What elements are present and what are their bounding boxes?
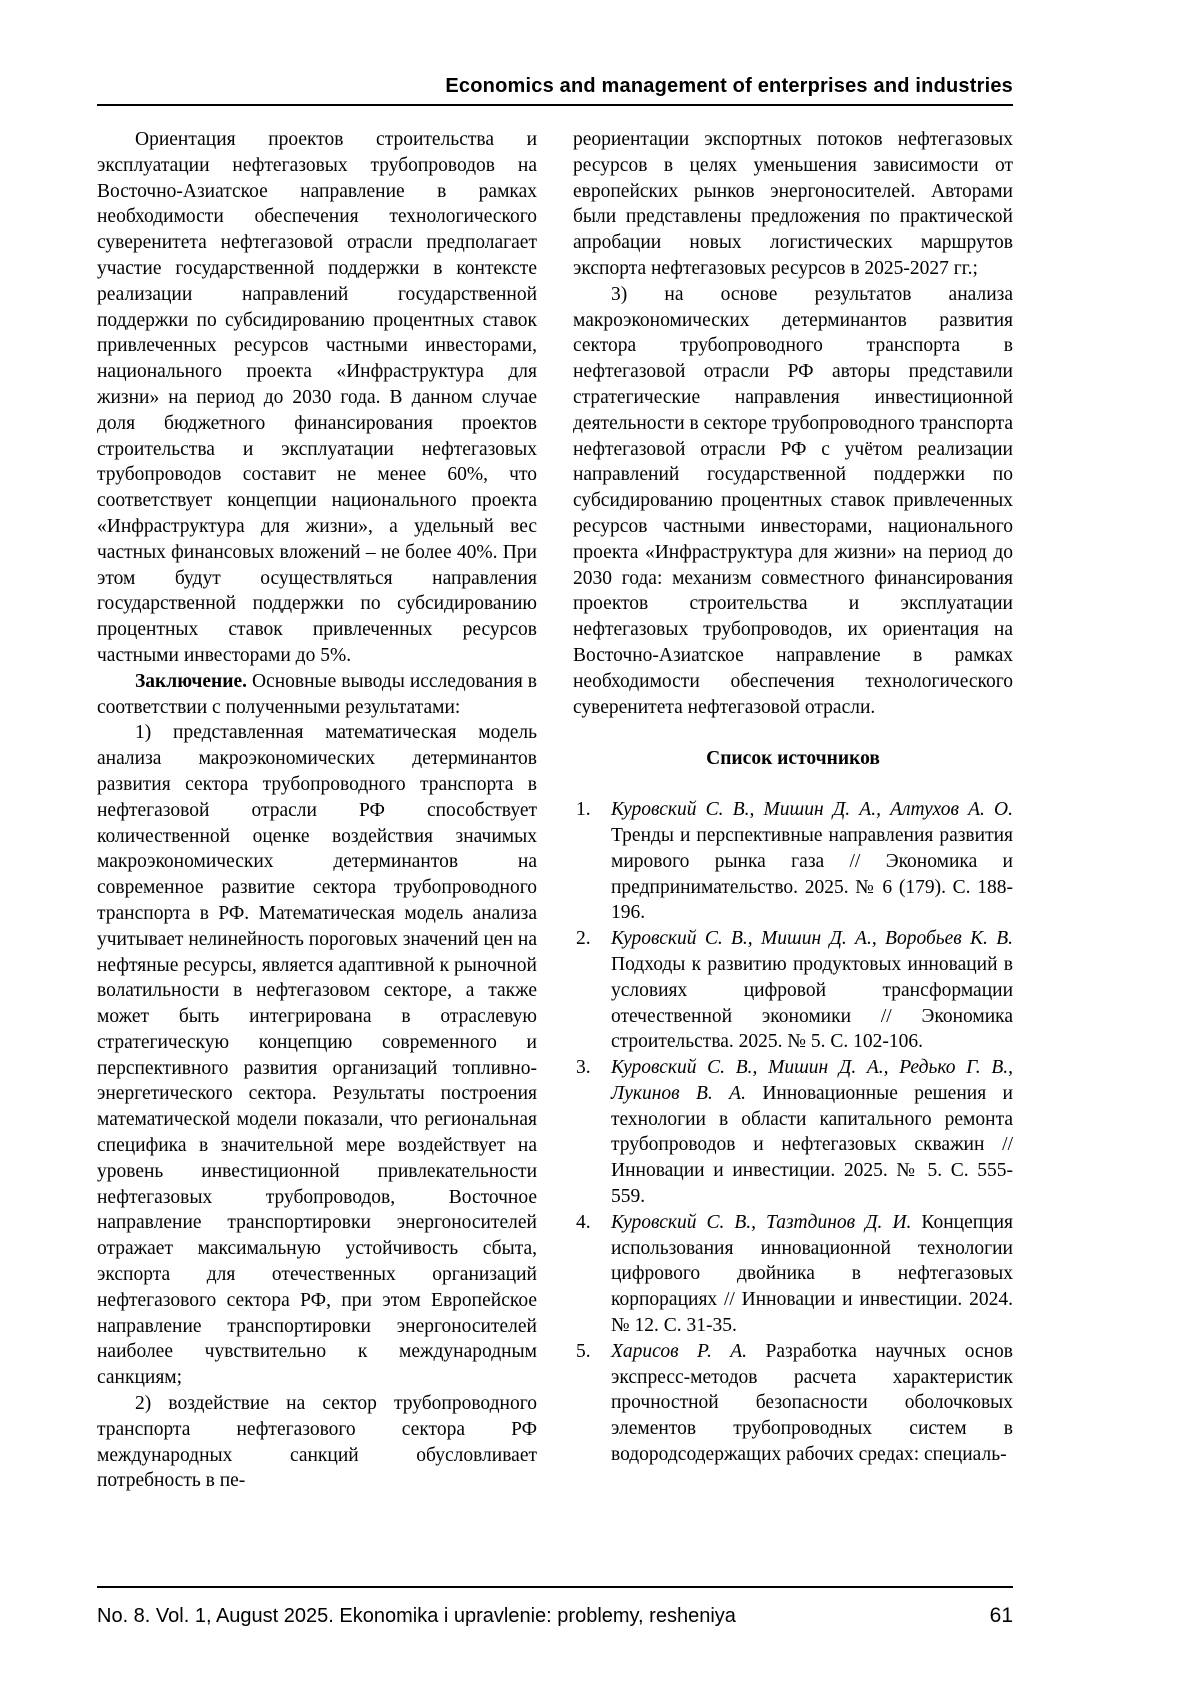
body-paragraph: Ориентация проектов строительства и эксплуатации нефтегазовых трубопроводов на Восточно-Азиатское направление в рамках необходимости обеспечения технологического суверенитета нефтегазовой отрасли предполагает участие государственной поддержки в контексте реализации направлений государственной поддержки по субсидированию процентных ставок привлеченных ресурсов частными инвесторами, национального проекта «Инфраструктура для жизни» на период до 2030 года. В данном случае доля бюджетного финансирования проектов строительства и эксплуатации нефтегазовых трубопроводов составит не менее 60%, что соответствует концепции национального проекта «Инфраструктура для жизни», а удельный вес частных финансовых вложений – не более 40%. При этом будут осуществляться направления государственной поддержки по субсидированию процентных ставок привлеченных ресурсов частными инвесторами до 5%. xyxy=(97,129,537,666)
reference-text: Тренды и перспективные направления развития мирового рынка газа // Экономика и предпринимательство. 2025. № 6 (179). С. 188-196. xyxy=(611,824,1013,924)
conclusion-inline-heading: Заключение. xyxy=(135,670,248,692)
left-column xyxy=(97,127,537,1494)
body-paragraph xyxy=(97,669,537,721)
reference-text: Концепция использования инновационной технологии цифрового двойника в нефтегазовых корпорациях // Инновации и инвестиции. 2024. № 12. С. 31-35. xyxy=(611,1211,1014,1337)
page-footer xyxy=(97,1586,1013,1628)
page-number: 61 xyxy=(989,1604,1013,1627)
page-header xyxy=(97,74,1013,106)
reference-authors: Куровский С. В., Мишин Д. А., Редько Г. В., Лукинов В. А. xyxy=(611,1057,1013,1104)
footer-row xyxy=(97,1604,1013,1628)
reference-item xyxy=(573,797,1013,926)
body-paragraph: 2) воздействие на сектор трубопроводного транспорта нефтегазового сектора РФ международных санкций обусловливает потребность в пе- xyxy=(97,1393,537,1492)
reference-item xyxy=(573,1210,1013,1339)
body-paragraph: реориентации экспортных потоков нефтегазовых ресурсов в целях уменьшения зависимости от европейских рынков энергоносителей. Авторами были представлены предложения по практической апробации новых логистических маршрутов экспорта нефтегазовых ресурсов в 2025-2027 гг.; xyxy=(573,129,1013,279)
reference-authors: Куровский С. В., Мишин Д. А., Воробьев К. В. xyxy=(611,928,1013,950)
reference-text: Инновационные решения и технологии в области капитального ремонта трубопроводов и нефтегазовых скважин // Инновации и инвестиции. 2025. № 5. С. 555-559. xyxy=(611,1082,1013,1208)
journal-issue-info: No. 8. Vol. 1, August 2025. Ekonomika i upravlenie: problemy, resheniya xyxy=(97,1605,736,1627)
right-column xyxy=(573,127,1013,1494)
paragraph-text: Основные выводы исследования в соответствии с полученными результатами: xyxy=(97,670,537,718)
reference-number: 3. xyxy=(576,1057,591,1079)
references-list xyxy=(573,797,1013,1468)
reference-text: Разработка научных основ экспресс-методов расчета характеристик прочностной безопасности оболочковых элементов трубопроводных систем в водородсодержащих рабочих средах: специаль- xyxy=(611,1340,1013,1466)
body-paragraph: 1) представленная математическая модель анализа макроэкономических детерминантов развития сектора трубопроводного транспорта в нефтегазовой отрасли РФ способствует количественной оценке воздействия значимых макроэкономических детерминантов на современное развитие сектора трубопроводного транспорта в РФ. Математическая модель анализа учитывает нелинейность пороговых значений цен на нефтяные ресурсы, является адаптивной к рыночной волатильности в нефтегазовом секторе, а также может быть интегрирована в отраслевую стратегическую концепцию современного и перспективного развития организаций топливно-энергетического сектора. Результаты построения математической модели показали, что региональная специфика в значительной мере воздействует на уровень инвестиционной привлекательности нефтегазовых трубопроводов, Восточное направление транспортировки энергоносителей отражает максимальную устойчивость сбыта, экспорта для отечественных организаций нефтегазового сектора РФ, при этом Европейское направление транспортировки энергоносителей наиболее чувствительно к международным санкциям; xyxy=(97,722,537,1389)
reference-authors: Куровский С. В., Мишин Д. А., Алтухов А. О. xyxy=(611,799,1013,821)
reference-item xyxy=(573,926,1013,1055)
footer-rule xyxy=(97,1586,1013,1588)
two-column-body xyxy=(97,127,1013,1494)
reference-text: Подходы к развитию продуктовых инноваций в условиях цифровой трансформации отечественной экономики // Экономика строительства. 2025. № 5. С. 102-106. xyxy=(611,953,1013,1053)
reference-authors: Куровский С. В., Тазтдинов Д. И. xyxy=(611,1211,912,1233)
header-rule xyxy=(97,104,1013,106)
running-head: Economics and management of enterprises and industries xyxy=(445,75,1013,97)
body-paragraph: 3) на основе результатов анализа макроэкономических детерминантов развития сектора трубопроводного транспорта в нефтегазовой отрасли РФ авторы представили стратегические направления инвестиционной деятельности в секторе трубопроводного транспорта нефтегазовой отрасли РФ с учётом реализации направлений государственной поддержки по субсидированию процентных ставок привлеченных ресурсов частными инвесторами, национального проекта «Инфраструктура для жизни» на период до 2030 года: механизм совместного финансирования проектов строительства и эксплуатации нефтегазовых трубопроводов, их ориентация на Восточно-Азиатское направление в рамках необходимости обеспечения технологического суверенитета нефтегазовой отрасли. xyxy=(573,283,1013,718)
sources-heading: Список источников xyxy=(706,748,880,770)
reference-number: 1. xyxy=(576,799,591,821)
reference-number: 5. xyxy=(576,1340,591,1362)
reference-item xyxy=(573,1055,1013,1210)
reference-number: 4. xyxy=(576,1211,591,1233)
reference-number: 2. xyxy=(576,928,591,950)
reference-authors: Харисов Р. А. xyxy=(611,1340,748,1362)
reference-item xyxy=(573,1339,1013,1468)
